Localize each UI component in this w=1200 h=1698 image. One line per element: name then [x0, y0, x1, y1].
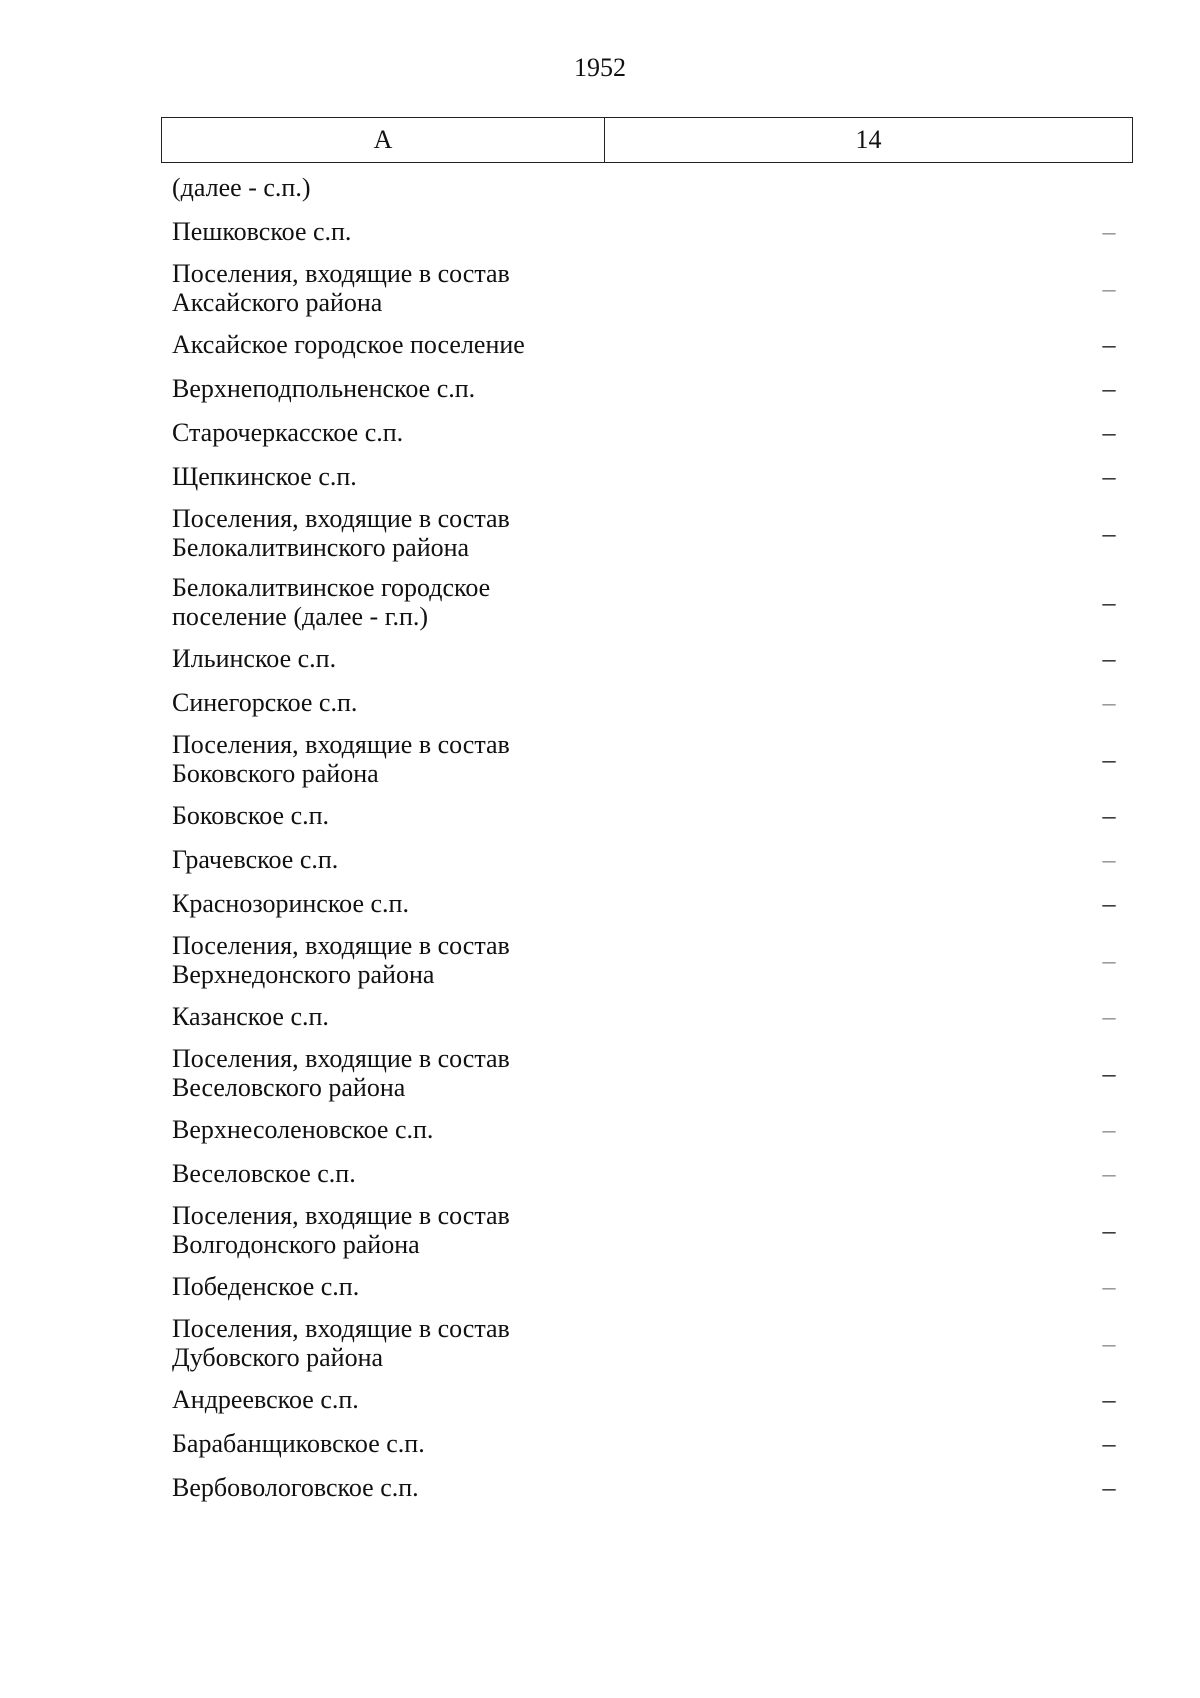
row-value: – — [1102, 462, 1116, 491]
row-label: Аксайское городское поселение — [172, 329, 525, 359]
row-value: – — [1102, 1058, 1116, 1088]
row-label: Андреевское с.п. — [172, 1384, 359, 1414]
row-label: Вербовологовское с.п. — [172, 1472, 419, 1502]
row-value: – — [1102, 744, 1116, 774]
row-label: Боковское с.п. — [172, 800, 330, 830]
table-row — [161, 568, 1133, 637]
table-row — [161, 1108, 1133, 1152]
row-value: – — [1102, 644, 1116, 673]
row-label: Поселения, входящие в состав Дубовского района — [172, 1314, 510, 1372]
table-row — [161, 1196, 1133, 1265]
table-row — [161, 1309, 1133, 1378]
row-label: Поселения, входящие в состав Белокалитвинского района — [172, 504, 510, 562]
row-value: – — [1102, 330, 1116, 359]
row-value: – — [1102, 1473, 1116, 1502]
row-value: – — [1102, 688, 1116, 717]
table-row — [161, 637, 1133, 681]
table-row — [161, 254, 1133, 323]
table-row — [161, 455, 1133, 499]
column-header-a: А — [162, 118, 605, 162]
table-row — [161, 166, 1133, 210]
table-header — [161, 117, 1133, 163]
table-row — [161, 926, 1133, 995]
table-row — [161, 725, 1133, 794]
table-row — [161, 1466, 1133, 1510]
row-label: Грачевское с.п. — [172, 844, 339, 874]
row-label: Поселения, входящие в состав Веселовского района — [172, 1044, 510, 1102]
row-value: – — [1102, 587, 1116, 617]
table-row — [161, 367, 1133, 411]
row-label: Веселовское с.п. — [172, 1158, 356, 1188]
row-label: Ильинское с.п. — [172, 643, 337, 673]
row-value: – — [1102, 945, 1116, 975]
row-value: – — [1102, 1385, 1116, 1414]
table-row — [161, 1422, 1133, 1466]
row-value: – — [1102, 845, 1116, 874]
row-value: – — [1102, 1159, 1116, 1188]
row-label: Казанское с.п. — [172, 1001, 329, 1031]
table-row — [161, 794, 1133, 838]
table-row — [161, 1152, 1133, 1196]
row-label: Поселения, входящие в состав Волгодонского района — [172, 1201, 510, 1259]
row-value: – — [1102, 1215, 1116, 1245]
row-value: – — [1102, 1115, 1116, 1144]
row-label: Пешковское с.п. — [172, 216, 352, 246]
table-row — [161, 411, 1133, 455]
table-row — [161, 882, 1133, 926]
row-value: – — [1102, 889, 1116, 918]
table-row — [161, 995, 1133, 1039]
table-row — [161, 499, 1133, 568]
row-label: Белокалитвинское городское поселение (далее - г.п.) — [172, 573, 491, 631]
table-row — [161, 323, 1133, 367]
row-label: Краснозоринское с.п. — [172, 888, 409, 918]
table-row — [161, 1039, 1133, 1108]
row-value: – — [1102, 1002, 1116, 1031]
row-value: – — [1102, 418, 1116, 447]
row-label: Поселения, входящие в состав Аксайского района — [172, 259, 510, 317]
table-row — [161, 838, 1133, 882]
table-row — [161, 210, 1133, 254]
row-value: – — [1102, 1272, 1116, 1301]
page-number: 1952 — [574, 53, 626, 82]
row-label: Барабанщиковское с.п. — [172, 1428, 425, 1458]
row-value: – — [1102, 518, 1116, 548]
table-row — [161, 1378, 1133, 1422]
table-body — [161, 166, 1133, 1510]
row-label: Поселения, входящие в состав Боковского района — [172, 730, 510, 788]
row-value: – — [1102, 1328, 1116, 1358]
row-value: – — [1102, 801, 1116, 830]
row-label: Верхнеподпольненское с.п. — [172, 373, 476, 403]
column-header-14: 14 — [855, 125, 882, 154]
row-value: – — [1102, 217, 1116, 246]
row-label: Синегорское с.п. — [172, 687, 358, 717]
row-label: Победенское с.п. — [172, 1271, 360, 1301]
row-label: Старочеркасское с.п. — [172, 417, 404, 447]
row-value: – — [1102, 273, 1116, 303]
row-value: – — [1102, 374, 1116, 403]
table-row — [161, 1265, 1133, 1309]
row-label: (далее - с.п.) — [172, 172, 311, 202]
row-label: Щепкинское с.п. — [172, 461, 357, 491]
row-label: Поселения, входящие в состав Верхнедонского района — [172, 931, 510, 989]
row-label: Верхнесоленовское с.п. — [172, 1114, 434, 1144]
table-row — [161, 681, 1133, 725]
row-value: – — [1102, 1429, 1116, 1458]
